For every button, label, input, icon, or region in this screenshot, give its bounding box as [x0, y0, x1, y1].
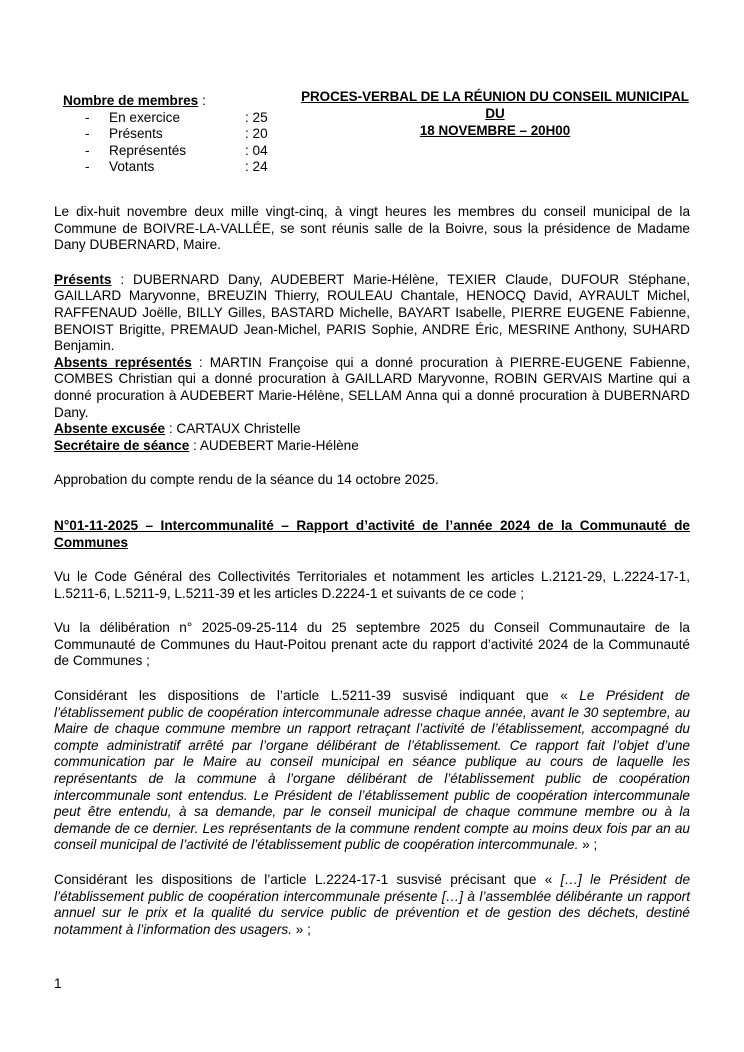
- absents-paragraph: Absents représentés : MARTIN Françoise qui a donné procuration à PIERRE-EUGENE Fabienne, COMBES Christian qui a donné procuration à GAILLARD Maryvonne, ROBIN GERVAIS Martine qui a donné procuration à AUDEBERT Marie-Hélène, SELLAM Anna qui a donné procuration à DUBERNARD Dany.: [54, 354, 691, 420]
- document-title: PROCES-VERBAL DE LA RÉUNION DU CONSEIL MUNICIPAL DU 18 NOVEMBRE – 20H00: [301, 89, 689, 138]
- members-list: [63, 110, 268, 176]
- considerant-l2224-paragraph: Considérant les dispositions de l’article L.2224-17-1 susvisé précisant que « […] le Président de l’établissement public de coopération intercommunale présente […] à l’assemblée délibérante un rapport annuel sur le prix et la qualité du service public de prévention et de gestion des déchets, destiné notamment à l’information des usagers. » ;: [54, 872, 690, 937]
- presents-paragraph: Présents : DUBERNARD Dany, AUDEBERT Marie-Hélène, TEXIER Claude, DUFOUR Stéphane, GAILLARD Maryvonne, BREUZIN Thierry, ROULEAU Chantale, HENOCQ David, AYRAULT Michel, RAFFENAUD Joëlle, BILLY Gilles, BASTARD Michelle, BAYART Isabelle, PIERRE EUGENE Fabienne, BENOIST Brigitte, PREMAUD Jean-Michel, PARIS Sophie, ANDRE Éric, MESRINE Anthony, SUHARD Benjamin.: [54, 271, 690, 354]
- members-row: - Représentés : 04: [85, 142, 268, 158]
- members-heading-label: Nombre de membres: [63, 93, 199, 108]
- deliberation-title: N°01-11-2025 – Intercommunalité – Rapport d’activité de l’année 2024 de la Communauté de Communes: [54, 517, 690, 550]
- excusee-paragraph: Absente excusée : CARTAUX Christelle: [54, 421, 301, 437]
- approbation-paragraph: Approbation du compte rendu de la séance du 14 octobre 2025.: [54, 472, 439, 488]
- vu-deliberation-paragraph: Vu la délibération n° 2025-09-25-114 du 25 septembre 2025 du Conseil Communautaire de la Communauté de Communes du Haut-Poitou prenant acte du rapport d’activité 2024 de la Communauté de Communes ;: [54, 620, 690, 669]
- intro-paragraph: Le dix-huit novembre deux mille vingt-cinq, à vingt heures les membres du conseil municipal de la Commune de BOIVRE-LA-VALLÉE, se sont réunis salle de la Boivre, sous la présidence de Madame Dany DUBERNARD, Maire.: [54, 204, 690, 253]
- members-count-block: [63, 93, 268, 176]
- members-row: - Votants : 24: [85, 159, 268, 174]
- secretaire-paragraph: Secrétaire de séance : AUDEBERT Marie-Hélène: [54, 437, 359, 453]
- document-body: [54, 204, 690, 938]
- page-number: 1: [54, 976, 62, 991]
- members-row: - Présents : 20: [85, 126, 268, 141]
- vu-code-paragraph: Vu le Code Général des Collectivités Territoriales et notamment les articles L.2121-29, L.2224-17-1, L.5211-6, L.5211-9, L.5211-39 et les articles D.2224-1 et suivants de ce code ;: [54, 569, 690, 601]
- members-row: - En exercice : 25: [85, 109, 268, 125]
- members-heading: Nombre de membres :: [63, 93, 206, 108]
- considerant-l5211-paragraph: Considérant les dispositions de l’article L.5211-39 susvisé indiquant que « Le Président de l’établissement public de coopération intercommunale adresse chaque année, avant le 30 septembre, au Maire de chaque commune membre un rapport retraçant l’activité de l’établissement, accompagné du compte administratif arrêté par l’organe délibérant de l’établissement. Ce rapport fait l’objet d’une communication par le Maire au conseil municipal en séance publique au cours de laquelle les représentants de la commune à l’organe délibérant de l’établissement public de coopération intercommunale sont entendus. Le Président de l’établissement public de coopération intercommunale peut être entendu, à sa demande, par le conseil municipal de chaque commune membre ou à la demande de ce dernier. Les représentants de la commune rendent compte au moins deux fois par an au conseil municipal de l’activité de l’établissement public de coopération intercommunale. » ;: [54, 688, 690, 853]
